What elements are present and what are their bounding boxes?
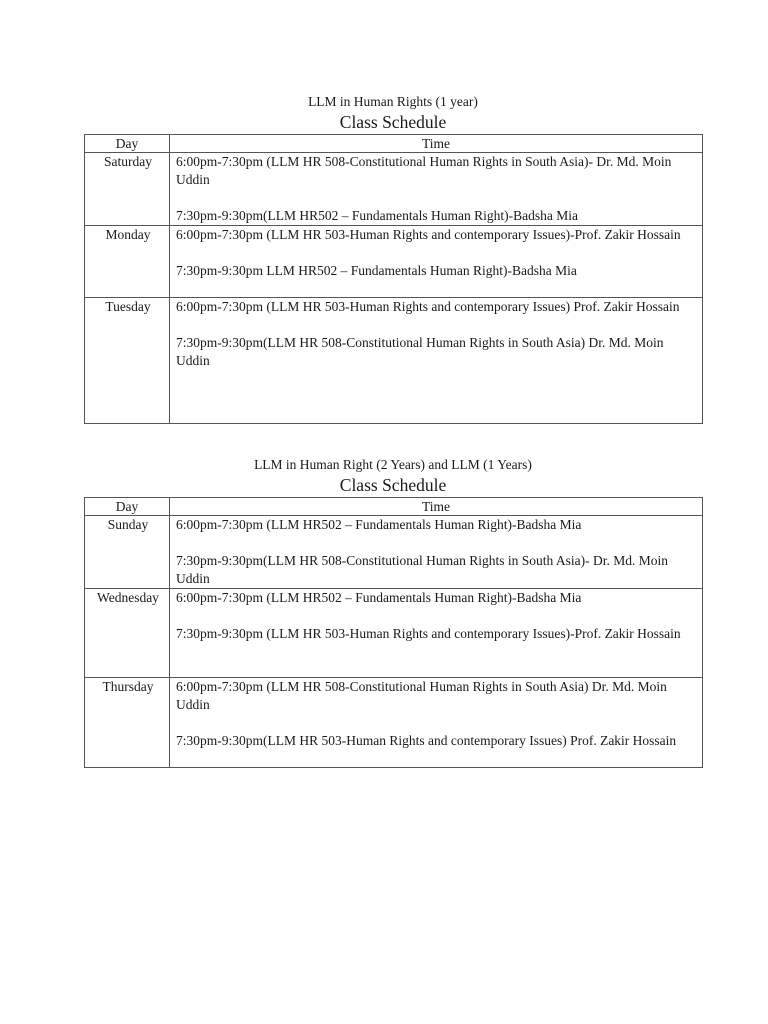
- day-cell: Sunday: [85, 516, 170, 589]
- day-cell: Thursday: [85, 678, 170, 768]
- time-cell: [170, 516, 703, 589]
- time-slot: 6:00pm-7:30pm (LLM HR 508-Constitutional Human Rights in South Asia) Dr. Md. Moin Uddin: [176, 679, 667, 712]
- column-header-time: Time: [170, 498, 703, 516]
- time-slot: 6:00pm-7:30pm (LLM HR502 – Fundamentals Human Right)-Badsha Mia: [176, 517, 582, 532]
- time-cell: [170, 589, 703, 678]
- table-header-row: [85, 135, 703, 153]
- column-header-time: Time: [170, 135, 703, 153]
- time-slot: 6:00pm-7:30pm (LLM HR 503-Human Rights and contemporary Issues) Prof. Zakir Hossain: [176, 299, 680, 314]
- table-row: [85, 153, 703, 226]
- schedule-title: Class Schedule: [339, 112, 447, 132]
- table-row: [85, 678, 703, 768]
- table-row: [85, 298, 703, 424]
- table-row: [85, 516, 703, 589]
- column-header-day: Day: [85, 498, 170, 516]
- time-slot: 7:30pm-9:30pm(LLM HR502 – Fundamentals Human Right)-Badsha Mia: [176, 208, 578, 223]
- table-header-row: [85, 498, 703, 516]
- time-cell: [170, 226, 703, 298]
- time-slot: 7:30pm-9:30pm (LLM HR 503-Human Rights and contemporary Issues)-Prof. Zakir Hossain: [176, 626, 681, 641]
- schedule-subtitle: LLM in Human Right (2 Years) and LLM (1 Years): [254, 457, 532, 472]
- time-slot: 7:30pm-9:30pm(LLM HR 508-Constitutional Human Rights in South Asia)- Dr. Md. Moin Uddin: [176, 553, 669, 586]
- time-slot: 6:00pm-7:30pm (LLM HR 503-Human Rights and contemporary Issues)-Prof. Zakir Hossain: [176, 227, 681, 242]
- table-row: [85, 226, 703, 298]
- time-slot: 6:00pm-7:30pm (LLM HR502 – Fundamentals Human Right)-Badsha Mia: [176, 590, 582, 605]
- schedule-subtitle: LLM in Human Rights (1 year): [308, 94, 478, 109]
- day-cell: Wednesday: [85, 589, 170, 678]
- schedule-section-llm-2-years: [84, 456, 702, 768]
- time-cell: [170, 678, 703, 768]
- time-slot: 7:30pm-9:30pm LLM HR502 – Fundamentals Human Right)-Badsha Mia: [176, 263, 577, 278]
- schedule-table: [84, 134, 703, 424]
- time-slot: 7:30pm-9:30pm(LLM HR 508-Constitutional Human Rights in South Asia) Dr. Md. Moin Uddin: [176, 335, 664, 368]
- time-slot: 7:30pm-9:30pm(LLM HR 503-Human Rights and contemporary Issues) Prof. Zakir Hossain: [176, 733, 677, 748]
- time-slot: 6:00pm-7:30pm (LLM HR 508-Constitutional Human Rights in South Asia)- Dr. Md. Moin Uddin: [176, 154, 672, 187]
- day-cell: Saturday: [85, 153, 170, 226]
- table-row: [85, 589, 703, 678]
- column-header-day: Day: [85, 135, 170, 153]
- day-cell: Tuesday: [85, 298, 170, 424]
- time-cell: [170, 153, 703, 226]
- schedule-section-llm-1-year: [84, 93, 702, 424]
- schedule-table: [84, 497, 703, 768]
- schedule-title: Class Schedule: [339, 475, 447, 495]
- day-cell: Monday: [85, 226, 170, 298]
- time-cell: [170, 298, 703, 424]
